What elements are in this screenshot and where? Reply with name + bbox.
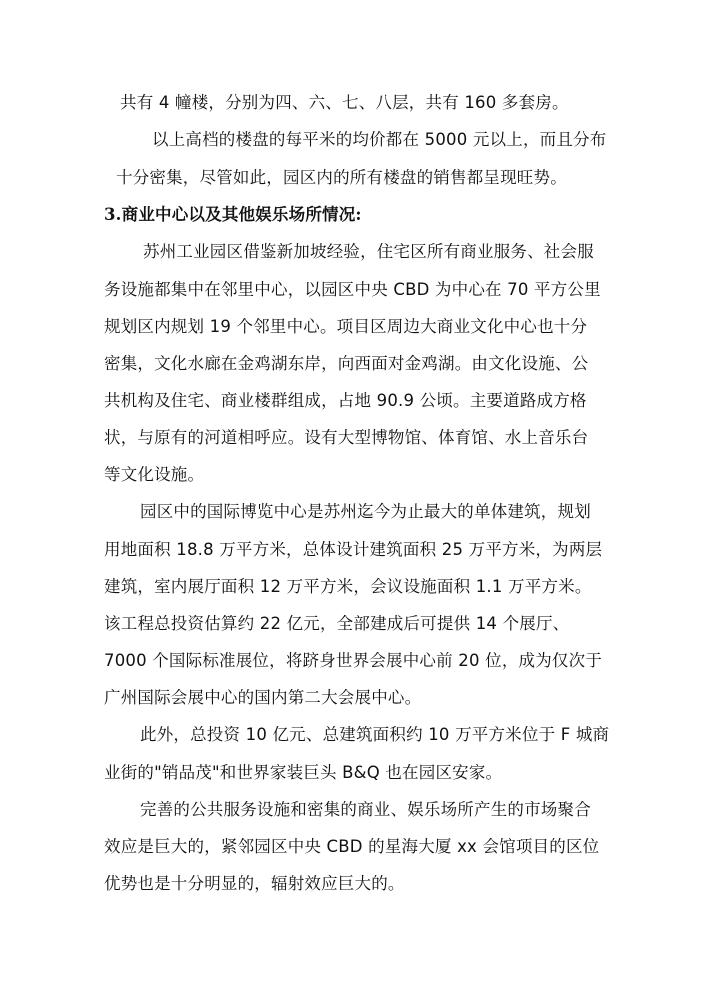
text-line: 共有 4 幢楼，分别为四、六、七、八层，共有 160 多套房。	[120, 93, 569, 112]
text-line: 状，与原有的河道相呼应。设有大型博物馆、体育馆、水上音乐台	[104, 428, 589, 447]
text-line: 此外，总投资 10 亿元、总建筑面积约 10 万平方米位于 F 城商	[140, 725, 610, 744]
text-line: 用地面积 18.8 万平方米，总体设计建筑面积 25 万平方米，为两层	[104, 540, 603, 559]
text-line: 效应是巨大的，紧邻园区中央 CBD 的星海大厦 xx 会馆项目的区位	[104, 837, 600, 856]
text-line: 苏州工业园区借鉴新加坡经验，住宅区所有商业服务、社会服	[143, 242, 594, 261]
text-line: 建筑，室内展厅面积 12 万平方米，会议设施面积 1.1 万平方米。	[104, 577, 592, 596]
section-heading: 3.商业中心以及其他娱乐场所情况:	[104, 205, 362, 224]
text-line: 优势也是十分明显的，辐射效应巨大的。	[104, 874, 405, 893]
text-line: 7000 个国际标准展位，将跻身世界会展中心前 20 位，成为仅次于	[104, 651, 603, 670]
text-line: 共机构及住宅、商业楼群组成，占地 90.9 公顷。主要道路成方格	[104, 391, 587, 410]
text-line: 以上高档的楼盘的每平米的均价都在 5000 元以上，而且分布	[152, 130, 607, 149]
text-line: 该工程总投资估算约 22 亿元，全部建成后可提供 14 个展厅、	[104, 614, 570, 633]
text-line: 规划区内规划 19 个邻里中心。项目区周边大商业文化中心也十分	[104, 317, 588, 336]
text-line: 业街的"销品茂"和世界家装巨头 B&Q 也在园区安家。	[104, 763, 503, 782]
text-line: 务设施都集中在邻里中心，以园区中央 CBD 为中心在 70 平方公里	[104, 280, 601, 299]
text-line: 十分密集，尽管如此，园区内的所有楼盘的销售都呈现旺势。	[116, 168, 567, 187]
text-line: 完善的公共服务设施和密集的商业、娱乐场所产生的市场聚合	[140, 800, 591, 819]
text-line: 密集，文化水廊在金鸡湖东岸，向西面对金鸡湖。由文化设施、公	[104, 354, 589, 373]
text-line: 广州国际会展中心的国内第二大会展中心。	[104, 688, 422, 707]
text-line: 等文化设施。	[104, 465, 205, 484]
text-line: 园区中的国际博览中心是苏州迄今为止最大的单体建筑，规划	[140, 502, 591, 521]
